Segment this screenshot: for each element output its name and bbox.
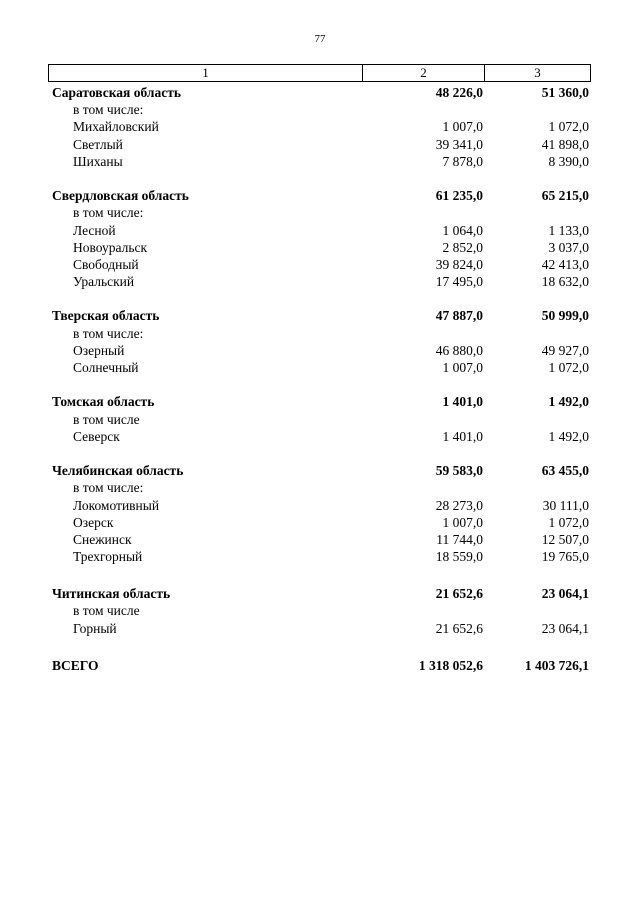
item-name: Уральский (73, 274, 135, 290)
header-col-1: 1 (49, 65, 363, 81)
item-value-3: 41 898,0 (541, 136, 589, 152)
total-value-3: 1 403 726,1 (524, 657, 589, 673)
region-value-2: 48 226,0 (435, 85, 483, 100)
region-row (0, 187, 640, 204)
item-name: Горный (73, 620, 117, 636)
item-name: Шиханы (73, 153, 123, 169)
subtitle-text: в том числе: (73, 102, 144, 118)
total-label: ВСЕГО (52, 657, 99, 673)
subtitle-row (0, 204, 640, 221)
table-row (0, 239, 640, 256)
item-name: Солнечный (73, 360, 139, 375)
region-value-3: 51 360,0 (541, 85, 589, 100)
item-value-3: 19 765,0 (541, 549, 589, 565)
table-row (0, 620, 640, 637)
item-name: Свободный (73, 256, 139, 272)
subtitle-text: в том числе: (73, 480, 144, 496)
table-row (0, 359, 640, 376)
region-row (0, 393, 640, 410)
region-row (0, 462, 640, 479)
item-value-2: 1 007,0 (442, 119, 483, 135)
total-value-2: 1 318 052,6 (418, 657, 483, 673)
subtitle-row (0, 479, 640, 496)
item-value-2: 1 401,0 (442, 428, 483, 444)
region-name: Читинская область (52, 586, 171, 602)
subtitle-row (0, 602, 640, 619)
item-value-2: 46 880,0 (435, 342, 483, 358)
table-row (0, 153, 640, 170)
item-value-3: 42 413,0 (541, 256, 589, 272)
header-col-3: 3 (534, 65, 541, 80)
item-value-2: 18 559,0 (435, 549, 483, 565)
table-row (0, 548, 640, 565)
item-value-2: 11 744,0 (436, 531, 483, 547)
item-value-3: 3 037,0 (548, 239, 589, 255)
region-name: Саратовская область (52, 85, 181, 100)
subtitle-text: в том числе (73, 411, 140, 427)
region-name: Тверская область (52, 308, 160, 324)
item-value-2: 21 652,6 (435, 620, 483, 636)
table-header (48, 64, 591, 82)
item-name: Озерный (73, 342, 125, 358)
subtitle-text: в том числе (73, 603, 140, 619)
item-value-3: 1 133,0 (548, 222, 589, 238)
item-value-2: 39 341,0 (435, 136, 483, 152)
item-value-3: 18 632,0 (541, 274, 589, 290)
item-name: Светлый (73, 136, 123, 152)
total-row (0, 657, 640, 674)
item-name: Трехгорный (73, 549, 143, 565)
region-value-3: 63 455,0 (541, 463, 589, 479)
table-row (0, 118, 640, 135)
region-row (0, 585, 640, 602)
item-value-2: 28 273,0 (435, 497, 483, 513)
subtitle-text: в том числе: (73, 205, 144, 221)
item-value-3: 12 507,0 (541, 531, 589, 547)
item-name: Лесной (73, 222, 116, 238)
item-name: Новоуральск (73, 239, 148, 255)
item-value-3: 49 927,0 (541, 342, 589, 358)
region-row (0, 84, 640, 101)
subtitle-row (0, 411, 640, 428)
item-value-3: 8 390,0 (548, 153, 589, 169)
item-name: Озерск (73, 514, 114, 530)
region-value-2: 47 887,0 (435, 308, 483, 324)
item-value-2: 1 007,0 (442, 360, 483, 375)
item-value-2: 39 824,0 (435, 256, 483, 272)
item-name: Локомотивный (73, 497, 160, 513)
table-row (0, 256, 640, 273)
region-value-2: 59 583,0 (435, 463, 483, 479)
region-value-3: 1 492,0 (548, 394, 589, 410)
item-name: Северск (73, 428, 120, 444)
item-value-2: 1 007,0 (442, 514, 483, 530)
table-row (0, 222, 640, 239)
table-row (0, 428, 640, 445)
table-row (0, 273, 640, 290)
item-value-2: 17 495,0 (435, 274, 483, 290)
page-number: 77 (314, 33, 326, 45)
header-col-2: 2 (363, 65, 485, 81)
table-row (0, 514, 640, 531)
table-row (0, 136, 640, 153)
item-value-2: 7 878,0 (442, 153, 483, 169)
item-value-3: 30 111,0 (542, 497, 589, 513)
item-value-3: 23 064,1 (541, 620, 589, 636)
region-value-3: 65 215,0 (541, 188, 589, 204)
region-value-2: 21 652,6 (435, 586, 483, 602)
item-name: Михайловский (73, 119, 159, 135)
region-row (0, 307, 640, 324)
item-value-3: 1 072,0 (548, 360, 589, 375)
region-value-3: 23 064,1 (541, 586, 589, 602)
region-name: Челябинская область (52, 463, 184, 479)
item-value-2: 2 852,0 (442, 239, 483, 255)
region-name: Свердловская область (52, 188, 189, 204)
item-value-2: 1 064,0 (442, 222, 483, 238)
table-row (0, 342, 640, 359)
item-value-3: 1 492,0 (548, 428, 589, 444)
item-name: Снежинск (73, 531, 132, 547)
subtitle-row (0, 325, 640, 342)
region-value-2: 1 401,0 (442, 394, 483, 410)
region-value-3: 50 999,0 (541, 308, 589, 324)
item-value-3: 1 072,0 (548, 119, 589, 135)
table-body (0, 84, 640, 674)
item-value-3: 1 072,0 (548, 514, 589, 530)
subtitle-row (0, 101, 640, 118)
region-value-2: 61 235,0 (435, 188, 483, 204)
table-row (0, 497, 640, 514)
table-row (0, 531, 640, 548)
region-name: Томская область (52, 394, 155, 410)
subtitle-text: в том числе: (73, 325, 144, 341)
